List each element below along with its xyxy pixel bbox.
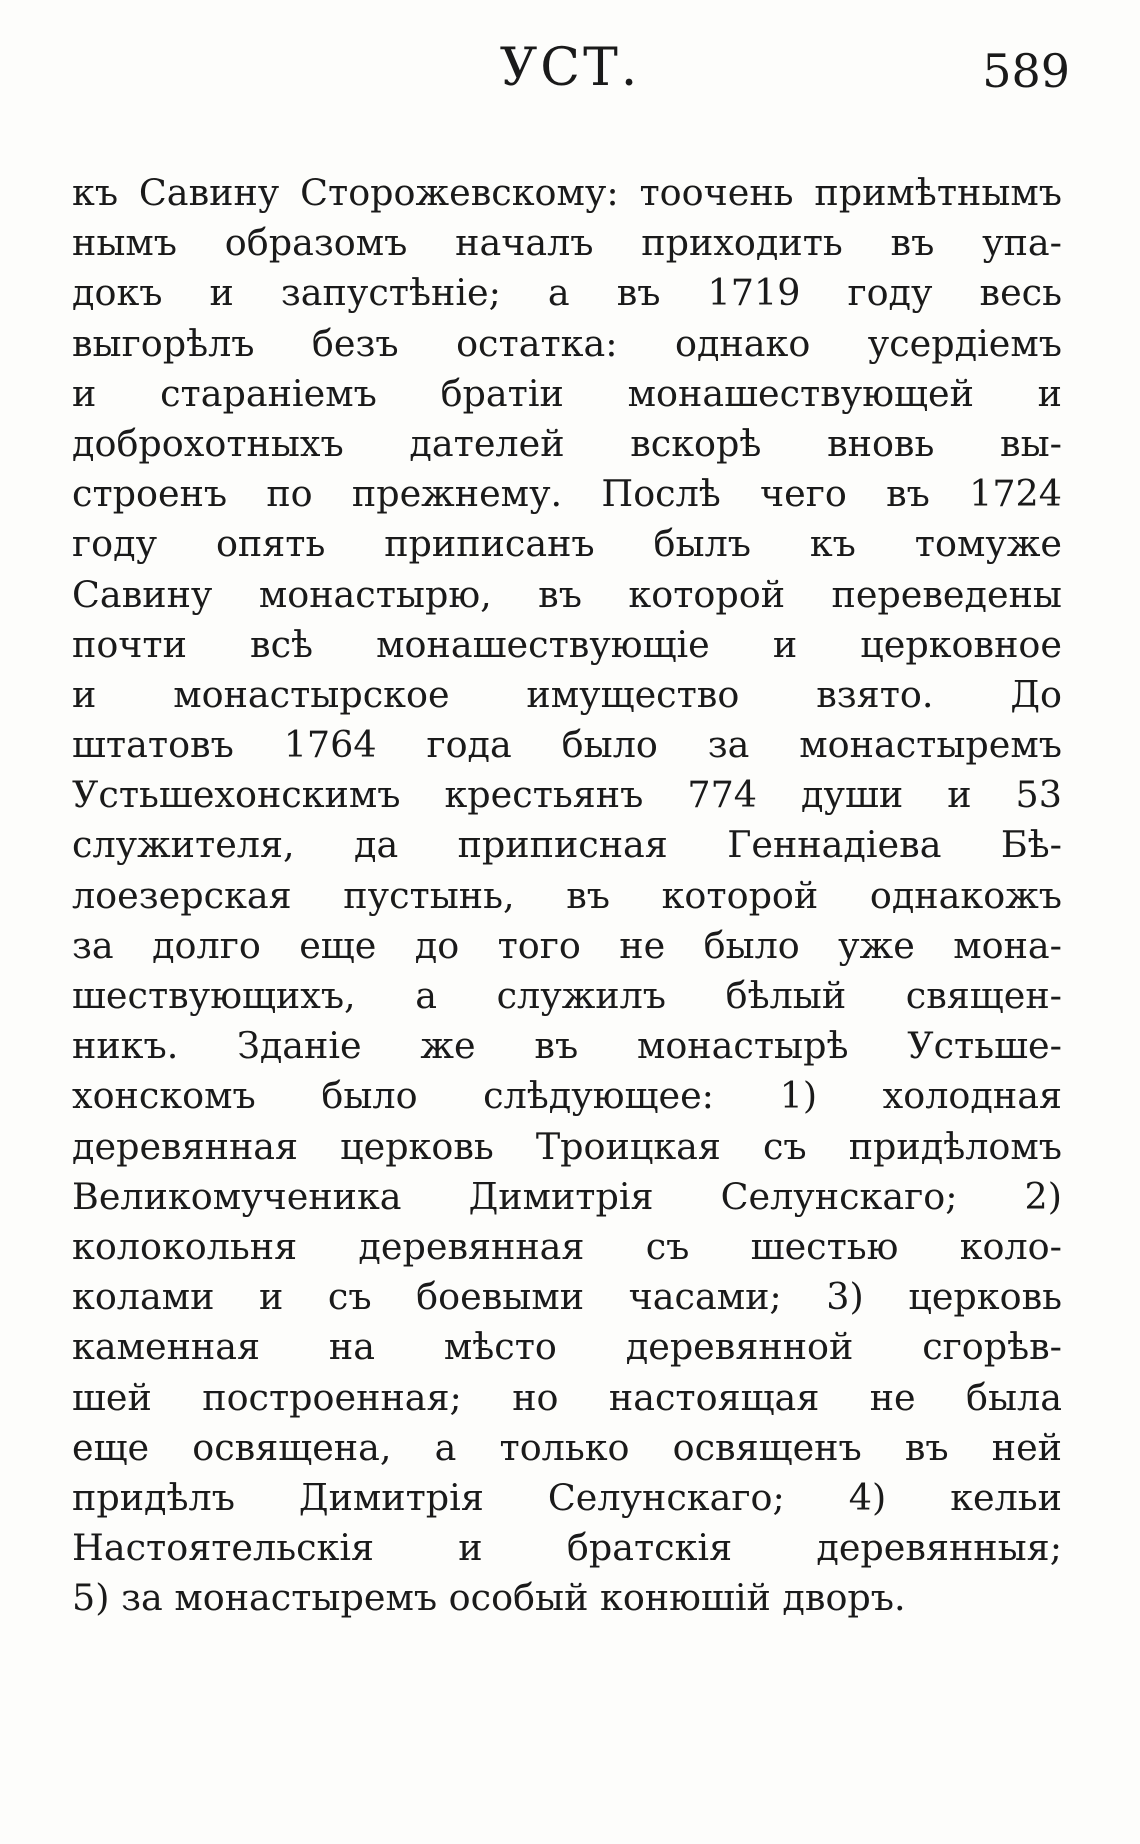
- text-line: еще освящена, а только освященъ въ ней: [72, 1425, 1062, 1469]
- text-line: лоезерская пустынь, въ которой однакожъ: [72, 873, 1062, 917]
- text-line: каменная на мѣсто деревянной сгорѣв-: [72, 1325, 1062, 1369]
- text-line: Устьшехонскимъ крестьянъ 774 души и 53: [72, 773, 1062, 817]
- page-header: [70, 38, 1070, 108]
- text-line: Настоятельскія и братскія деревянныя;: [72, 1526, 1062, 1570]
- body-text: [72, 168, 1062, 1623]
- running-head: УСТ.: [499, 38, 641, 98]
- text-line: никъ. Зданіе же въ монастырѣ Устьше-: [72, 1024, 1062, 1068]
- text-line: почти всѣ монашествующіе и церковное: [72, 622, 1062, 666]
- text-line: деревянная церковь Троицкая съ придѣломъ: [72, 1124, 1062, 1168]
- text-line: придѣлъ Димитрія Селунскаго; 4) кельи: [72, 1475, 1062, 1519]
- text-line: колами и съ боевыми часами; 3) церковь: [72, 1275, 1062, 1319]
- text-line: шей построенная; но настоящая не была: [72, 1375, 1062, 1419]
- text-line: Великомученика Димитрія Селунскаго; 2): [72, 1174, 1062, 1218]
- text-line: доброхотныхъ дателей вскорѣ вновь вы-: [72, 421, 1062, 465]
- text-line: колокольня деревянная съ шестью коло-: [72, 1224, 1062, 1268]
- text-line: 5) за монастыремъ особый конюшій дворъ.: [72, 1576, 906, 1620]
- text-line: штатовъ 1764 года было за монастыремъ: [72, 723, 1062, 767]
- text-line: докъ и запустѣніе; а въ 1719 году весь: [72, 271, 1062, 315]
- text-line: шествующихъ, а служилъ бѣлый священ-: [72, 974, 1062, 1017]
- text-line: служителя, да приписная Геннадіева Бѣ-: [72, 823, 1062, 867]
- text-line: хонскомъ было слѣдующее: 1) холодная: [72, 1074, 1062, 1118]
- text-line: Савину монастырю, въ которой переведены: [72, 572, 1062, 616]
- text-line: и стараніемъ братіи монашествующей и: [72, 371, 1062, 415]
- text-line: году опять приписанъ былъ къ томуже: [72, 522, 1062, 566]
- text-line: за долго еще до того не было уже мона-: [72, 923, 1062, 967]
- page-number: 589: [982, 44, 1070, 98]
- text-line: нымъ образомъ началъ приходить въ упа-: [72, 221, 1062, 265]
- text-line: выгорѣлъ безъ остатка: однако усердіемъ: [72, 321, 1062, 365]
- text-line: къ Савину Сторожевскому: тоочень примѣтнымъ: [72, 171, 1062, 214]
- text-line: и монастырское имущество взято. До: [72, 672, 1062, 716]
- text-line: строенъ по прежнему. Послѣ чего въ 1724: [72, 472, 1062, 516]
